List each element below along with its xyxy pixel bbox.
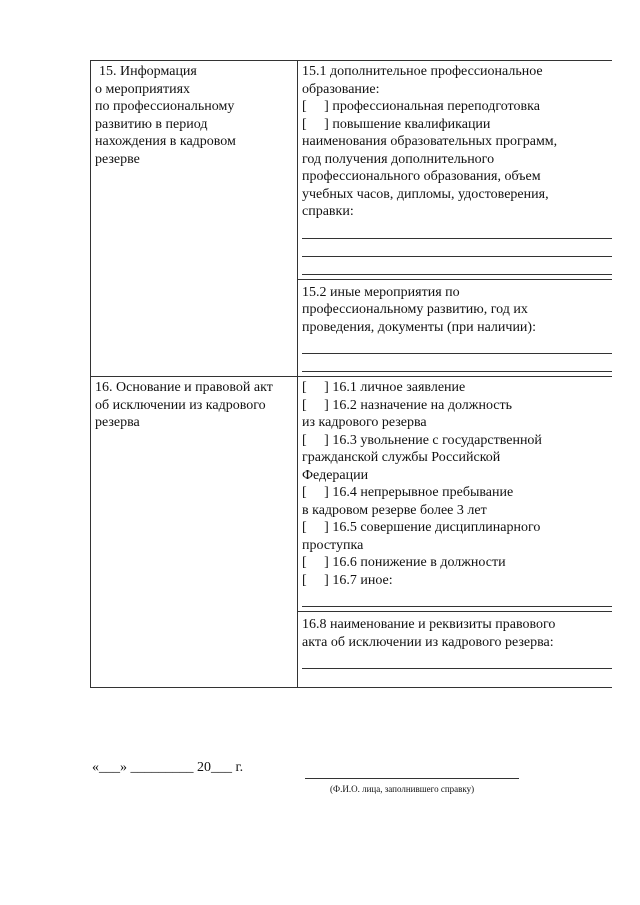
separator [298,279,612,280]
checkbox-option[interactable] [302,98,608,116]
option-label: 16.3 увольнение с государственной [332,432,542,448]
label-line: о мероприятиях [95,81,191,97]
text-line: проступка [302,537,364,553]
checkbox-option[interactable] [302,554,608,572]
checkbox[interactable]: [ ] [302,380,329,395]
checkbox[interactable]: [ ] [302,485,329,500]
checkbox[interactable]: [ ] [302,99,329,114]
checkbox-option[interactable] [302,397,608,415]
text-line: гражданской службы Российской [302,450,501,465]
section-15-label [91,61,298,377]
label-line: резерве [95,151,140,167]
checkbox-option[interactable] [302,519,608,537]
fill-line[interactable] [302,354,612,372]
section-15-content [298,61,613,377]
checkbox[interactable]: [ ] [302,116,329,132]
checkbox-option[interactable] [302,572,608,590]
row-16 [91,377,613,688]
checkbox[interactable]: [ ] [302,520,329,535]
checkbox-option[interactable] [302,432,608,450]
text-line: наименования образовательных программ, [302,134,558,149]
option-label: 16.7 иное: [332,572,393,588]
signature-line[interactable] [305,778,519,779]
checkbox-option[interactable] [302,116,608,134]
option-label: 16.5 совершение дисциплинарного [332,520,541,535]
section-16-content [298,377,613,688]
label-line: резерва [95,415,140,430]
form-table [90,60,612,688]
fill-line[interactable] [302,589,612,607]
checkbox[interactable]: [ ] [302,432,329,448]
text-line: акта об исключении из кадрового резерва: [302,634,554,650]
checkbox[interactable]: [ ] [302,397,329,413]
separator [298,611,612,612]
fill-line[interactable] [302,336,612,354]
text-line: образование: [302,81,380,97]
text-line: справки: [302,204,354,219]
checkbox[interactable]: [ ] [302,572,329,588]
text-line: проведения, документы (при наличии): [302,319,536,335]
fill-line[interactable] [302,239,612,257]
text-line: 16.8 наименование и реквизиты правового [302,617,556,632]
checkbox[interactable]: [ ] [302,555,329,570]
text-line: профессионального образования, объем [302,169,541,184]
row-15 [91,61,613,377]
text-line: год получения дополнительного [302,151,495,167]
section-16-label [91,377,298,688]
text-line: учебных часов, дипломы, удостоверения, [302,186,549,202]
option-label: повышение квалификации [332,116,491,132]
checkbox-option[interactable] [302,484,608,502]
label-line: об исключении из кадрового [95,397,266,413]
text-line: Федерации [302,467,369,483]
label-line: нахождения в кадровом [95,134,236,149]
signature-caption: (Ф.И.О. лица, заполнившего справку) [330,784,475,794]
fill-line[interactable] [302,221,612,239]
label-line: по профессиональному [95,99,235,114]
option-label: 16.6 понижение в должности [332,555,506,570]
fill-line[interactable] [302,257,612,275]
text-line: 15.2 иные мероприятия по [302,284,460,300]
option-label: 16.1 личное заявление [332,380,466,395]
text-line: профессиональному развитию, год их [302,302,528,317]
text-line: в кадровом резерве более 3 лет [302,502,487,518]
checkbox-option[interactable] [302,379,608,397]
label-line: развитию в период [95,116,208,132]
text-line: из кадрового резерва [302,415,427,430]
option-label: 16.4 непрерывное пребывание [332,485,514,500]
label-line: 16. Основание и правовой акт [95,380,273,395]
option-label: 16.2 назначение на должность [332,397,513,413]
date-field[interactable]: «___» _________ 20___ г. [92,760,244,775]
text-line: 15.1 дополнительное профессиональное [302,64,543,79]
option-label: профессиональная переподготовка [332,99,540,114]
label-line: 15. Информация [99,64,197,79]
fill-line[interactable] [302,651,612,669]
